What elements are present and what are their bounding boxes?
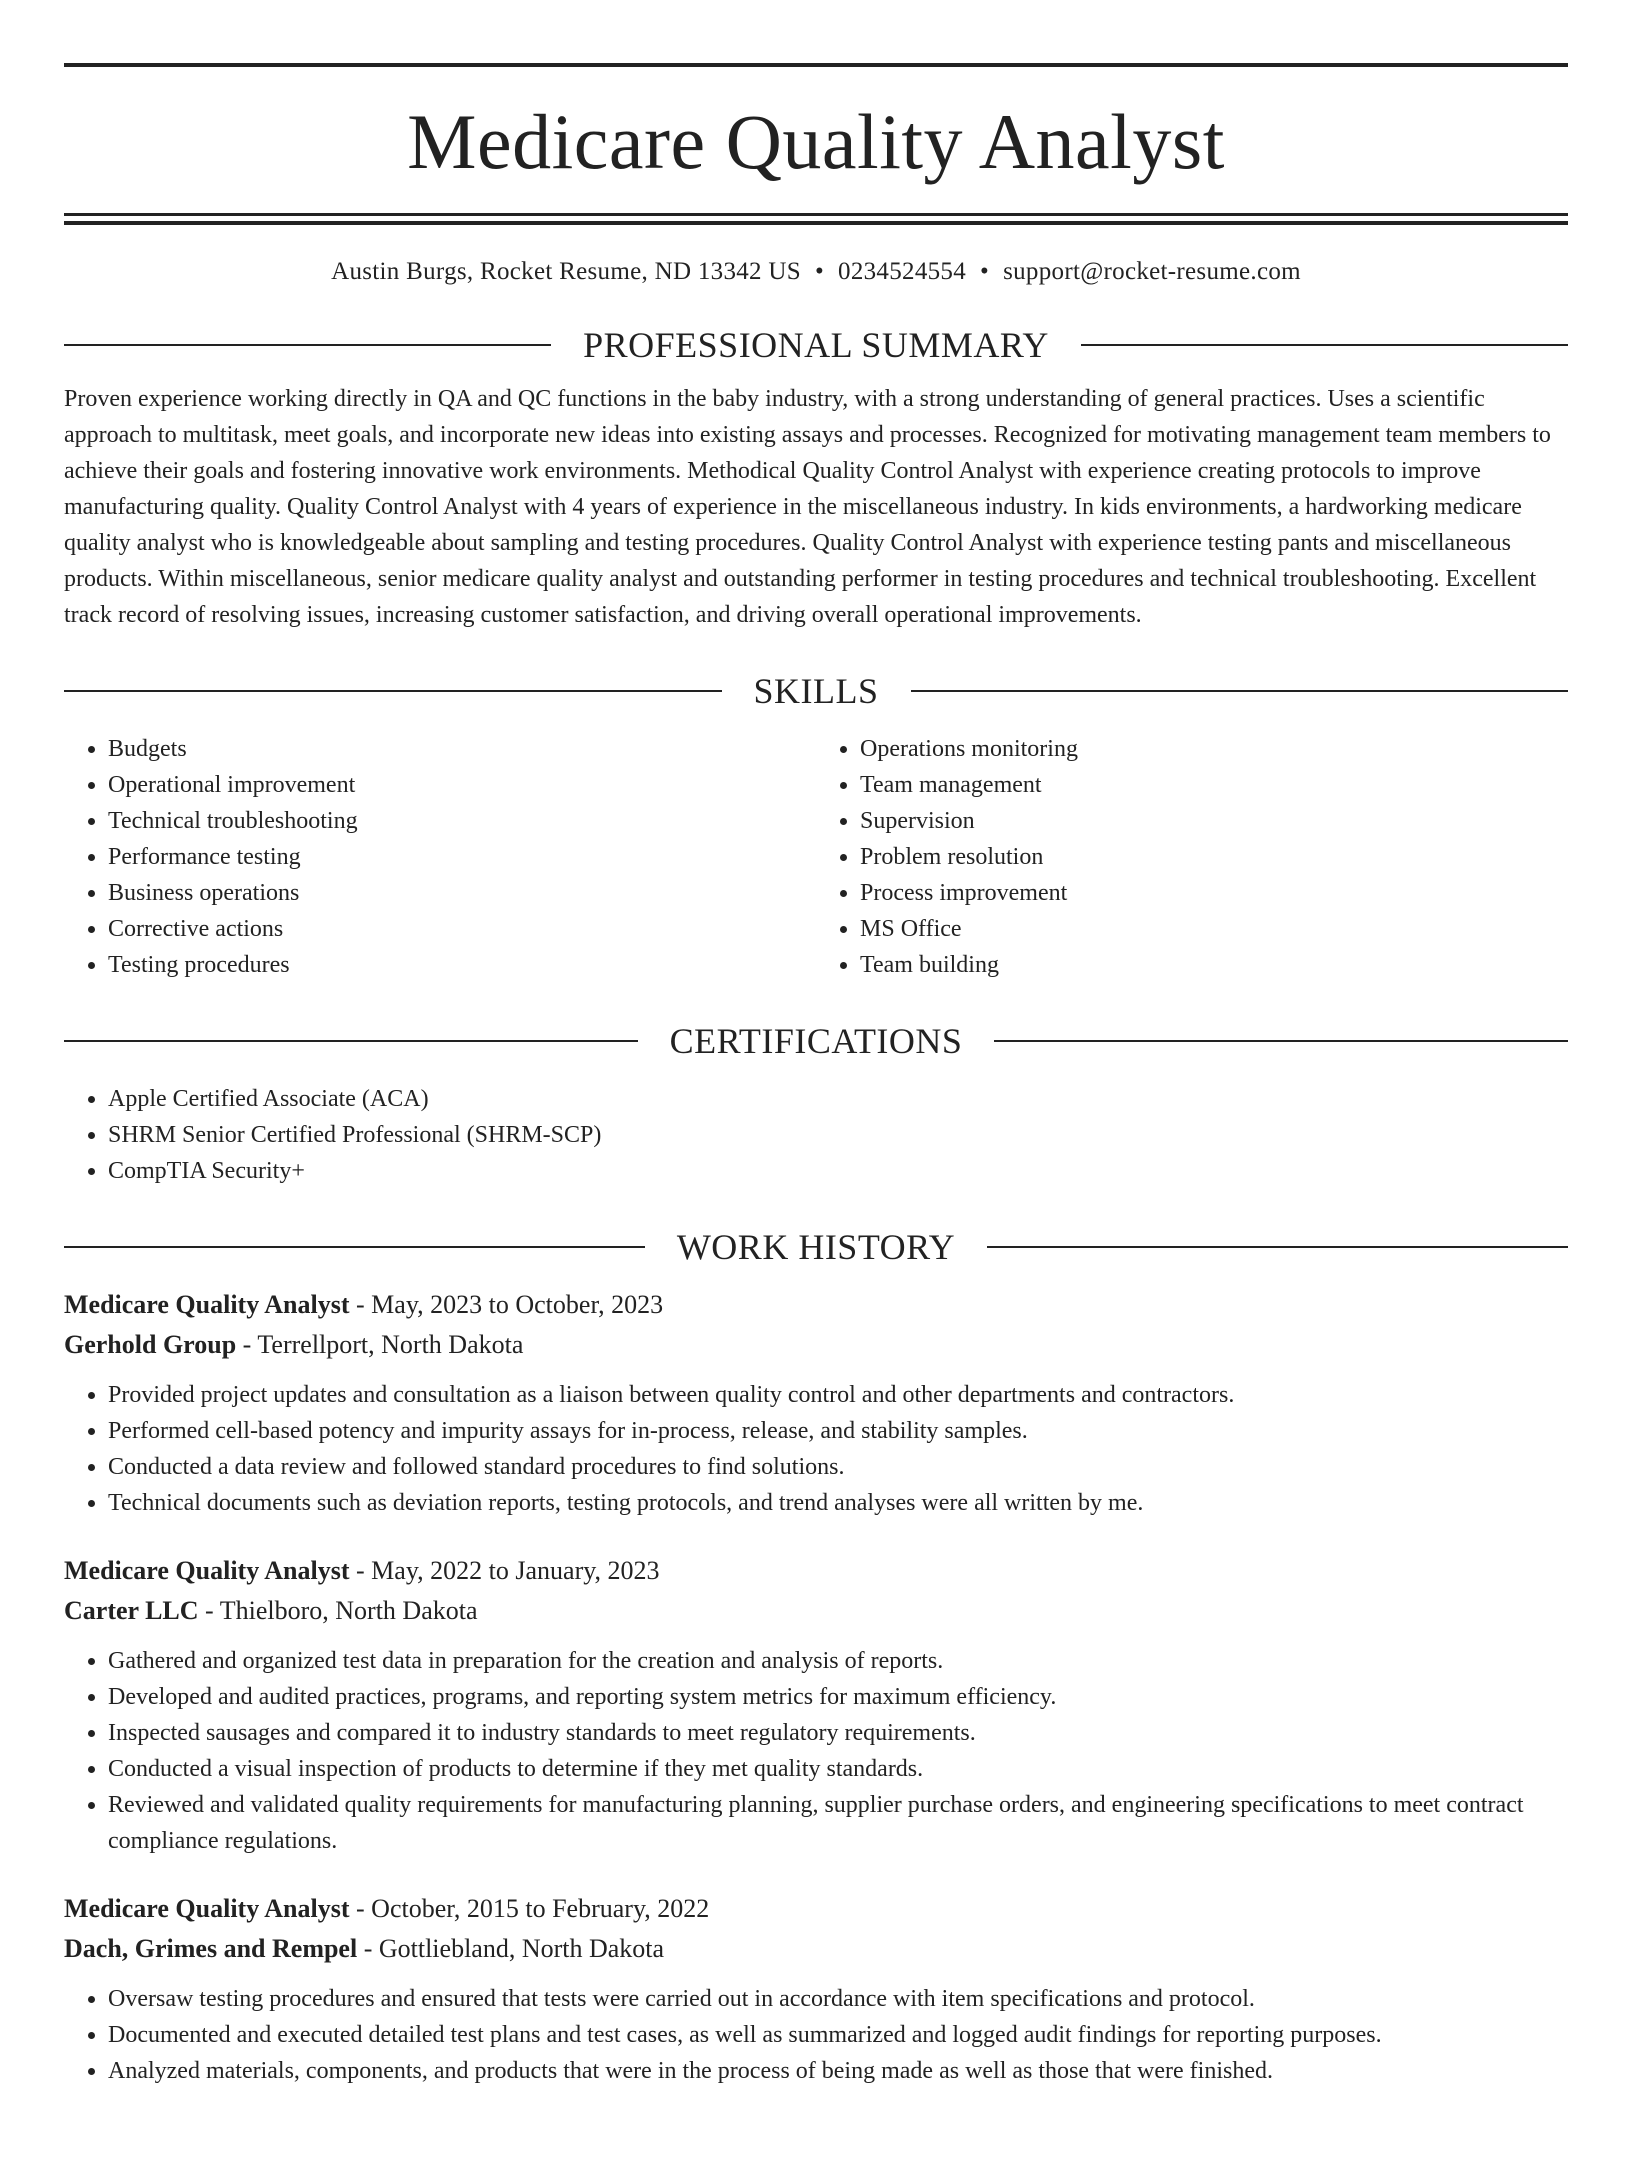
skill-item: • Budgets (108, 731, 816, 767)
job-company-line (64, 1325, 1568, 1365)
skills-column-right (816, 731, 1568, 983)
skills-column-left (64, 731, 816, 983)
heading-rule (987, 1246, 1568, 1248)
heading-rule (994, 1040, 1568, 1042)
certifications-heading (64, 1023, 1568, 1059)
job-company-line (64, 1591, 1568, 1631)
heading-rule (64, 1040, 638, 1042)
heading-rule (64, 344, 551, 346)
job-duty: • Gathered and organized test data in preparation for the creation and analysis of reports. (108, 1643, 1568, 1679)
job-duty: • Conducted a visual inspection of products to determine if they met quality standards. (108, 1751, 1568, 1787)
job-entry (64, 1285, 1568, 1521)
work-history-heading (64, 1229, 1568, 1265)
certifications-list (64, 1081, 1568, 1189)
job-duty: • Oversaw testing procedures and ensured that tests were carried out in accordance with item specifications and protocol. (108, 1981, 1568, 2017)
job-dates: - October, 2015 to February, 2022 (349, 1894, 710, 1923)
skill-item: • Corrective actions (108, 911, 816, 947)
job-title: Medicare Quality Analyst (64, 1556, 350, 1585)
summary-heading (64, 327, 1568, 363)
contact-info (64, 257, 1568, 287)
skill-item: • Testing procedures (108, 947, 816, 983)
job-duty: • Provided project updates and consultation as a liaison between quality control and other departments and contractors. (108, 1377, 1568, 1413)
resume-page (0, 63, 1632, 2175)
job-duty: • Documented and executed detailed test plans and test cases, as well as summarized and logged audit findings for reporting purposes. (108, 2017, 1568, 2053)
contact-phone: 0234524554 (838, 258, 967, 285)
job-duty: • Inspected sausages and compared it to industry standards to meet regulatory requirements. (108, 1715, 1568, 1751)
job-duty: • Technical documents such as deviation reports, testing protocols, and trend analyses were all written by me. (108, 1485, 1568, 1521)
job-location: - Terrellport, North Dakota (236, 1330, 524, 1359)
job-location: - Thielboro, North Dakota (198, 1596, 478, 1625)
skill-item: • Supervision (860, 803, 1568, 839)
job-title: Medicare Quality Analyst (64, 1290, 350, 1319)
job-title-line (64, 1551, 1568, 1591)
skill-item: • Operational improvement (108, 767, 816, 803)
top-rule (64, 63, 1568, 67)
summary-heading-text: PROFESSIONAL SUMMARY (583, 325, 1049, 365)
job-dates: - May, 2022 to January, 2023 (349, 1556, 660, 1585)
job-entry (64, 1551, 1568, 1859)
skill-item: • Business operations (108, 875, 816, 911)
skill-item: • MS Office (860, 911, 1568, 947)
job-duties (64, 1377, 1568, 1521)
job-company-line (64, 1929, 1568, 1969)
skill-item: • Technical troubleshooting (108, 803, 816, 839)
resume-title: Medicare Quality Analyst (407, 98, 1225, 185)
job-title-line (64, 1889, 1568, 1929)
contact-email: support@rocket-resume.com (1003, 258, 1301, 285)
job-duty: • Developed and audited practices, programs, and reporting system metrics for maximum efficiency. (108, 1679, 1568, 1715)
job-duty: • Performed cell-based potency and impurity assays for in-process, release, and stability samples. (108, 1413, 1568, 1449)
heading-rule (911, 690, 1569, 692)
skills-heading-text: SKILLS (753, 671, 879, 711)
heading-rule (64, 1246, 645, 1248)
contact-address: Austin Burgs, Rocket Resume, ND 13342 US (331, 258, 801, 285)
contact-separator: • (980, 258, 990, 285)
job-duty: • Conducted a data review and followed standard procedures to find solutions. (108, 1449, 1568, 1485)
job-company: Dach, Grimes and Rempel (64, 1934, 358, 1963)
skill-item: • Team management (860, 767, 1568, 803)
job-entry (64, 1889, 1568, 2089)
job-duties (64, 1643, 1568, 1859)
job-duty: • Reviewed and validated quality requirements for manufacturing planning, supplier purchase orders, and engineering specifications to meet contract compliance regulations. (108, 1787, 1568, 1859)
job-company: Carter LLC (64, 1596, 199, 1625)
certification-item: • Apple Certified Associate (ACA) (108, 1081, 1568, 1117)
heading-rule (64, 690, 722, 692)
skill-item: • Performance testing (108, 839, 816, 875)
work-history-heading-text: WORK HISTORY (676, 1227, 956, 1267)
job-title: Medicare Quality Analyst (64, 1894, 350, 1923)
skill-item: • Team building (860, 947, 1568, 983)
job-duties (64, 1981, 1568, 2089)
job-title-line (64, 1285, 1568, 1325)
job-duty: • Analyzed materials, components, and products that were in the process of being made as well as those that were finished. (108, 2053, 1568, 2089)
skill-item: • Operations monitoring (860, 731, 1568, 767)
skill-item: • Process improvement (860, 875, 1568, 911)
certification-item: • CompTIA Security+ (108, 1153, 1568, 1189)
job-location: - Gottliebland, North Dakota (357, 1934, 665, 1963)
certifications-heading-text: CERTIFICATIONS (669, 1021, 963, 1061)
skills-list (64, 731, 1568, 983)
skills-heading (64, 673, 1568, 709)
contact-separator: • (814, 258, 825, 285)
skill-item: • Problem resolution (860, 839, 1568, 875)
job-dates: - May, 2023 to October, 2023 (349, 1290, 664, 1319)
title-double-rule (64, 213, 1568, 225)
heading-rule (1081, 344, 1568, 346)
job-company: Gerhold Group (64, 1330, 237, 1359)
summary-text: Proven experience working directly in QA and QC functions in the baby industry, with a strong understanding of general practices. Uses a scientific approach to multitask, meet goals, and incorporate new ideas into existing assays and processes. Recognized for motivating management team members to achieve their goals and fostering innovative work environments. Methodical Quality Control Analyst with experience creating protocols to improve manufacturing quality. Quality Control Analyst with 4 years of experience in the miscellaneous industry. In kids environments, a hardworking medicare quality analyst who is knowledgeable about sampling and testing procedures. Quality Control Analyst with experience testing pants and miscellaneous products. Within miscellaneous, senior medicare quality analyst and outstanding performer in testing procedures and technical troubleshooting. Excellent track record of resolving issues, increasing customer satisfaction, and driving overall operational improvements. (64, 386, 1551, 628)
certification-item: • SHRM Senior Certified Professional (SHRM-SCP) (108, 1117, 1568, 1153)
